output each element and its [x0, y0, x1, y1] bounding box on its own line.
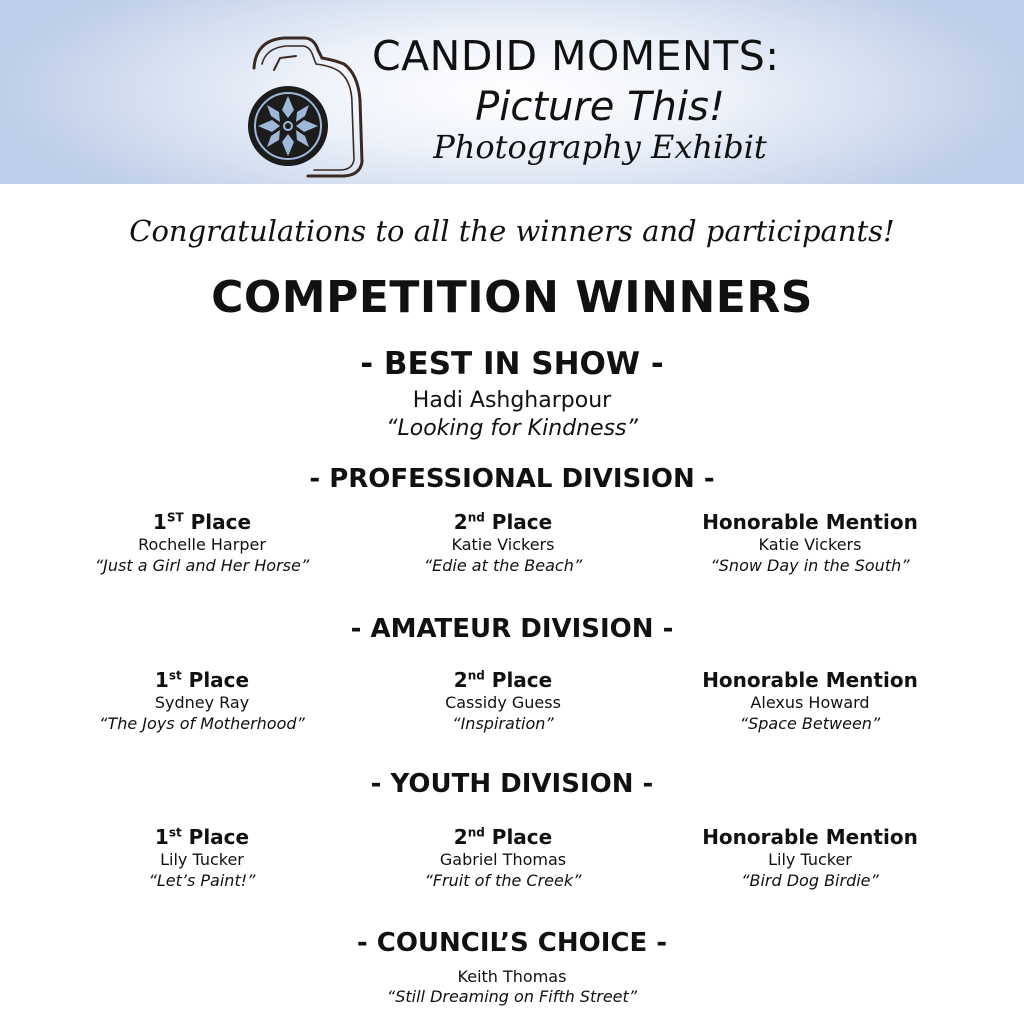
award-name: Katie Vickers [451, 535, 555, 554]
councils-choice-heading: - COUNCIL’S CHOICE - [356, 928, 668, 958]
award-name: Rochelle Harper [138, 535, 266, 554]
congrats-text: Congratulations to all the winners and participants! [129, 214, 895, 248]
award-place: Honorable Mention [702, 510, 918, 534]
banner-title: CANDID MOMENTS: [372, 32, 780, 80]
award-card [353, 510, 653, 576]
award-card [353, 825, 653, 891]
award-work: “Edie at the Beach” [423, 556, 583, 575]
award-place: 2nd Place [453, 668, 553, 692]
councils-choice-work: “Still Dreaming on Fifth Street” [386, 987, 638, 1006]
award-name: Sydney Ray [154, 693, 250, 712]
award-card [660, 825, 960, 891]
award-work: “Let’s Paint!” [148, 871, 256, 890]
award-name: Lily Tucker [160, 850, 244, 869]
best-in-show-heading: - BEST IN SHOW - [360, 346, 664, 382]
professional-division-heading: - PROFESSIONAL DIVISION - [309, 464, 715, 494]
youth-division-heading: - YOUTH DIVISION - [370, 769, 654, 799]
award-name: Alexus Howard [750, 693, 870, 712]
award-place: 2nd Place [453, 825, 553, 849]
award-place: 1st Place [154, 668, 250, 692]
award-work: “Inspiration” [452, 714, 554, 733]
best-in-show-work: “Looking for Kindness” [386, 416, 638, 441]
award-card [353, 668, 653, 734]
councils-choice-name: Keith Thomas [457, 967, 567, 986]
award-card [660, 510, 960, 576]
award-place: 1ST Place [152, 510, 252, 534]
award-work: “Snow Day in the South” [710, 556, 910, 575]
award-name: Gabriel Thomas [439, 850, 567, 869]
award-card [660, 668, 960, 734]
award-work: “Space Between” [739, 714, 881, 733]
page-title: COMPETITION WINNERS [211, 272, 813, 323]
award-card [52, 668, 352, 734]
award-work: “Bird Dog Birdie” [741, 871, 879, 890]
award-card [52, 825, 352, 891]
award-place: Honorable Mention [702, 825, 918, 849]
award-work: “The Joys of Motherhood” [99, 714, 305, 733]
award-name: Lily Tucker [768, 850, 852, 869]
award-work: “Just a Girl and Her Horse” [94, 556, 310, 575]
amateur-division-heading: - AMATEUR DIVISION - [350, 614, 674, 644]
award-work: “Fruit of the Creek” [424, 871, 582, 890]
award-name: Katie Vickers [758, 535, 862, 554]
award-place: 1st Place [154, 825, 250, 849]
header-banner [0, 0, 1024, 184]
banner-event: Photography Exhibit [433, 128, 767, 166]
best-in-show-name: Hadi Ashgharpour [412, 388, 612, 413]
camera-icon [244, 30, 366, 180]
award-name: Cassidy Guess [445, 693, 561, 712]
award-card [52, 510, 352, 576]
award-place: 2nd Place [453, 510, 553, 534]
banner-subtitle: Picture This! [475, 84, 725, 130]
award-place: Honorable Mention [702, 668, 918, 692]
